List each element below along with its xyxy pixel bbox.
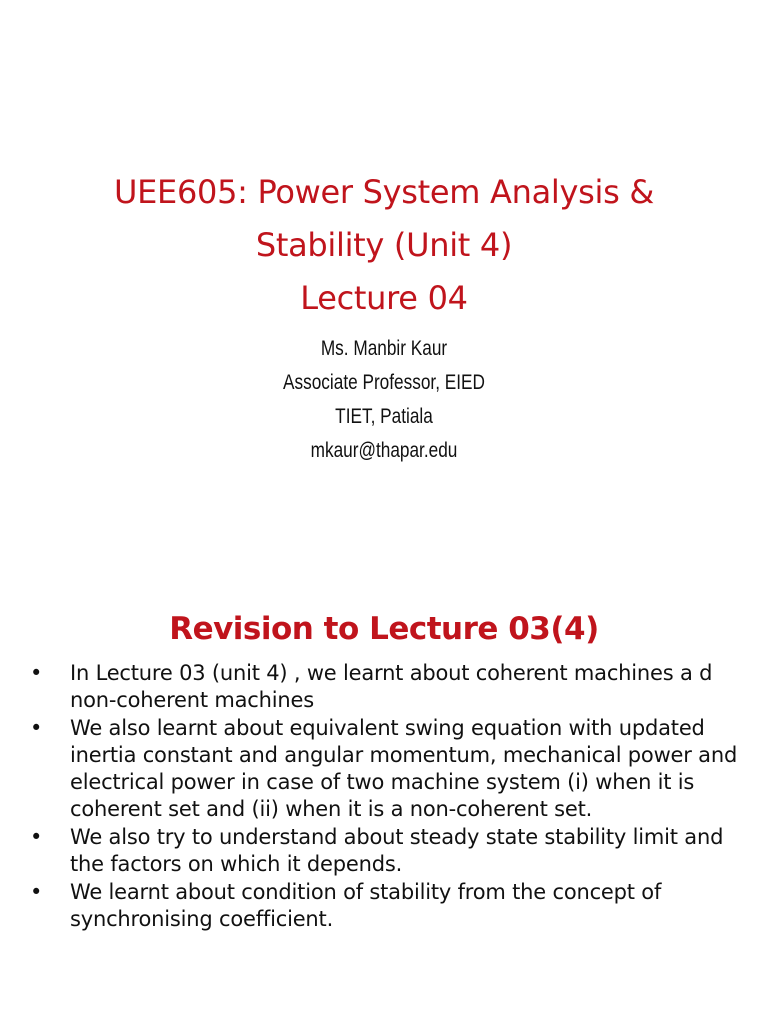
author-info (69, 332, 699, 468)
bullet-item-2 (30, 715, 750, 823)
bullet-glyph: • (30, 716, 43, 740)
author-designation: Associate Professor, EIED (283, 371, 485, 394)
revision-bullet-list (30, 660, 750, 934)
bullet-glyph: • (30, 880, 43, 904)
author-institute: TIET, Patiala (335, 405, 433, 428)
bullet-item-1 (30, 660, 750, 714)
title-line-1: UEE605: Power System Analysis & (114, 173, 654, 211)
bullet-text: We learnt about condition of stability from the concept of synchronising coefficient. (70, 880, 662, 931)
revision-heading: Revision to Lecture 03(4) (169, 611, 599, 647)
bullet-text: We also try to understand about steady state stability limit and the factors on which it depends. (70, 825, 724, 876)
author-email: mkaur@thapar.edu (310, 439, 458, 462)
revision-slide (0, 512, 768, 1024)
bullet-item-4 (30, 879, 750, 933)
title-line-2: Stability (Unit 4) (255, 226, 513, 264)
bullet-glyph: • (30, 825, 43, 849)
author-name: Ms. Manbir Kaur (320, 337, 448, 360)
bullet-glyph: • (30, 661, 43, 685)
bullet-text: In Lecture 03 (unit 4) , we learnt about coherent machines a d non-coherent machines (70, 661, 713, 712)
slide-title (0, 166, 768, 325)
bullet-item-3 (30, 824, 750, 878)
title-line-3: Lecture 04 (300, 279, 468, 317)
bullet-text: We also learnt about equivalent swing equation with updated inertia constant and angular momentum, mechanical power and electrical power in case of two machine system (i) when it is coherent set and (ii) when it is a non-coherent set. (70, 716, 738, 821)
